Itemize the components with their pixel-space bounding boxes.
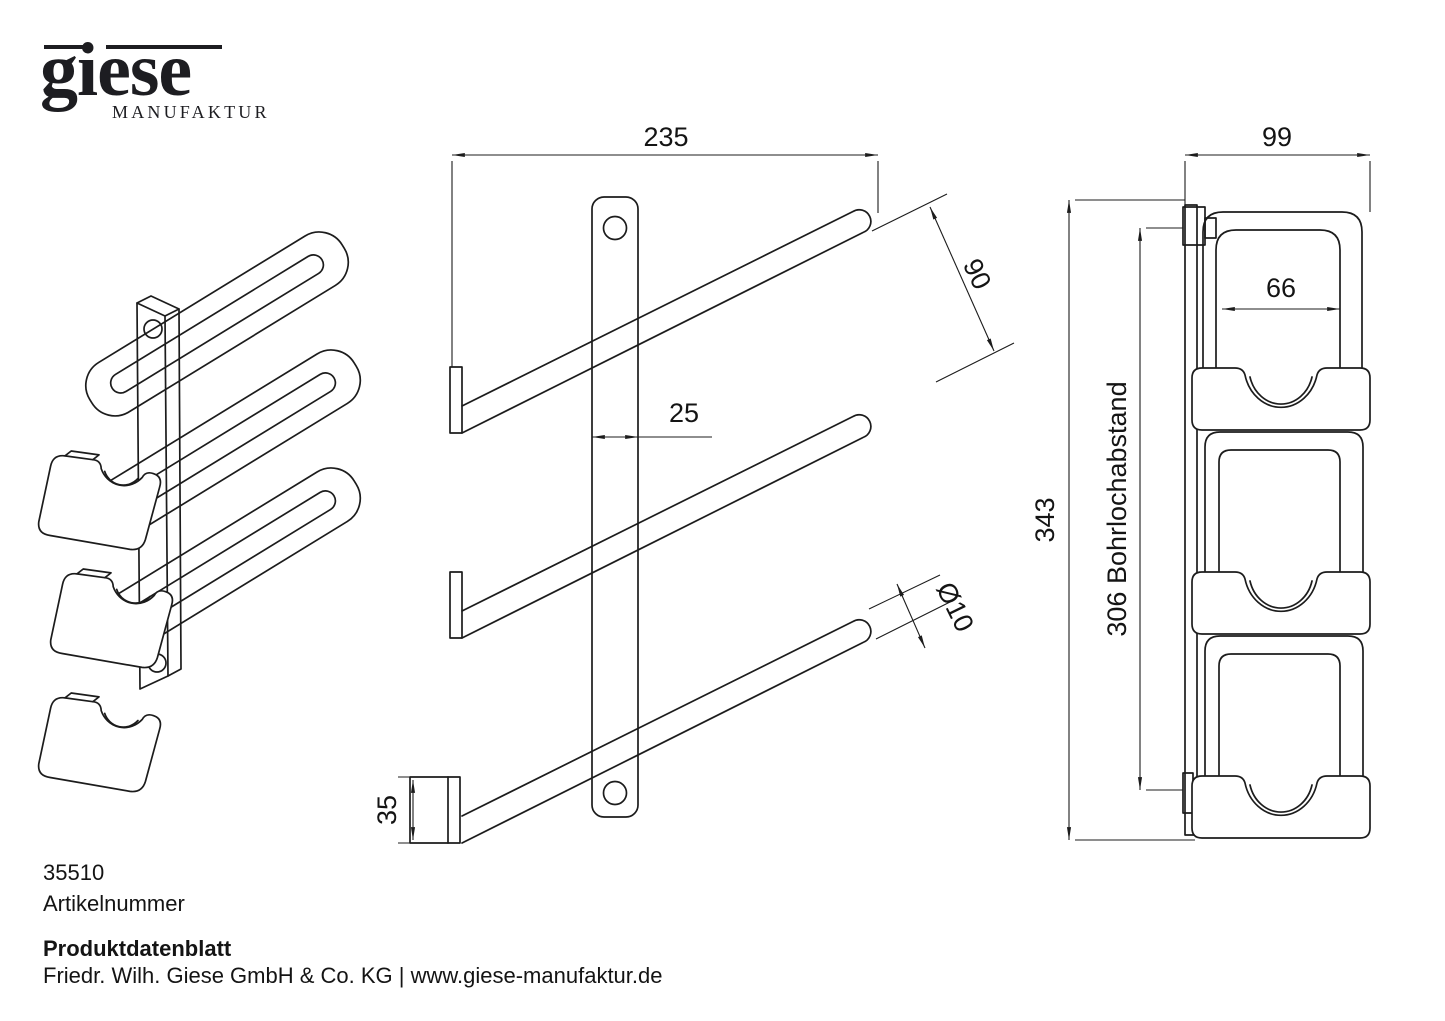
logo-subtitle: MANUFAKTUR	[112, 102, 270, 122]
side-holder-block-2	[1192, 572, 1370, 634]
mounting-hole-bottom	[604, 782, 627, 805]
side-screw-boss-top	[1183, 207, 1216, 245]
article-number: 35510	[43, 860, 105, 885]
front-view	[410, 197, 871, 843]
iso-holder-block-2	[48, 564, 175, 674]
article-number-label: Artikelnummer	[43, 891, 185, 916]
front-arm-2	[462, 415, 871, 638]
front-arm-3	[462, 620, 871, 843]
dim-hole-distance: 306 Bohrlochabstand	[1102, 381, 1132, 637]
side-holder-block-3	[1192, 776, 1370, 838]
iso-holder-block-1	[36, 446, 163, 556]
mounting-hole-top	[604, 217, 627, 240]
dim-bar-diameter: Ø10	[930, 577, 980, 637]
logo-brand-text: giese	[40, 28, 192, 112]
side-holder-block-1	[1192, 368, 1370, 430]
side-arm-loop-2	[1205, 432, 1363, 572]
front-wall-plate	[592, 197, 638, 817]
isometric-view	[36, 222, 370, 798]
iso-arm-loop-1	[76, 222, 359, 426]
company-line: Friedr. Wilh. Giese GmbH & Co. KG | www.giese-manufaktur.de	[43, 963, 663, 988]
front-arm-1	[462, 210, 871, 433]
iso-holder-block-3	[36, 688, 163, 798]
front-view-dimensions	[372, 122, 1014, 843]
dim-bracket-height: 35	[372, 794, 402, 826]
side-arm-loop-3	[1205, 636, 1363, 776]
dim-overall-width: 235	[643, 122, 689, 152]
side-wall-plate	[1185, 205, 1197, 835]
dim-overall-height: 343	[1030, 497, 1060, 543]
dim-plate-width: 25	[668, 398, 700, 428]
dim-arm-spacing: 90	[957, 253, 998, 295]
front-arm3-bracket	[410, 777, 460, 843]
datasheet-label: Produktdatenblatt	[43, 936, 232, 961]
dim-overall-depth: 99	[1261, 122, 1293, 152]
front-arm2-endcap	[450, 572, 462, 638]
front-arm1-endcap	[450, 367, 462, 433]
dim-inner-width: 66	[1265, 273, 1297, 303]
